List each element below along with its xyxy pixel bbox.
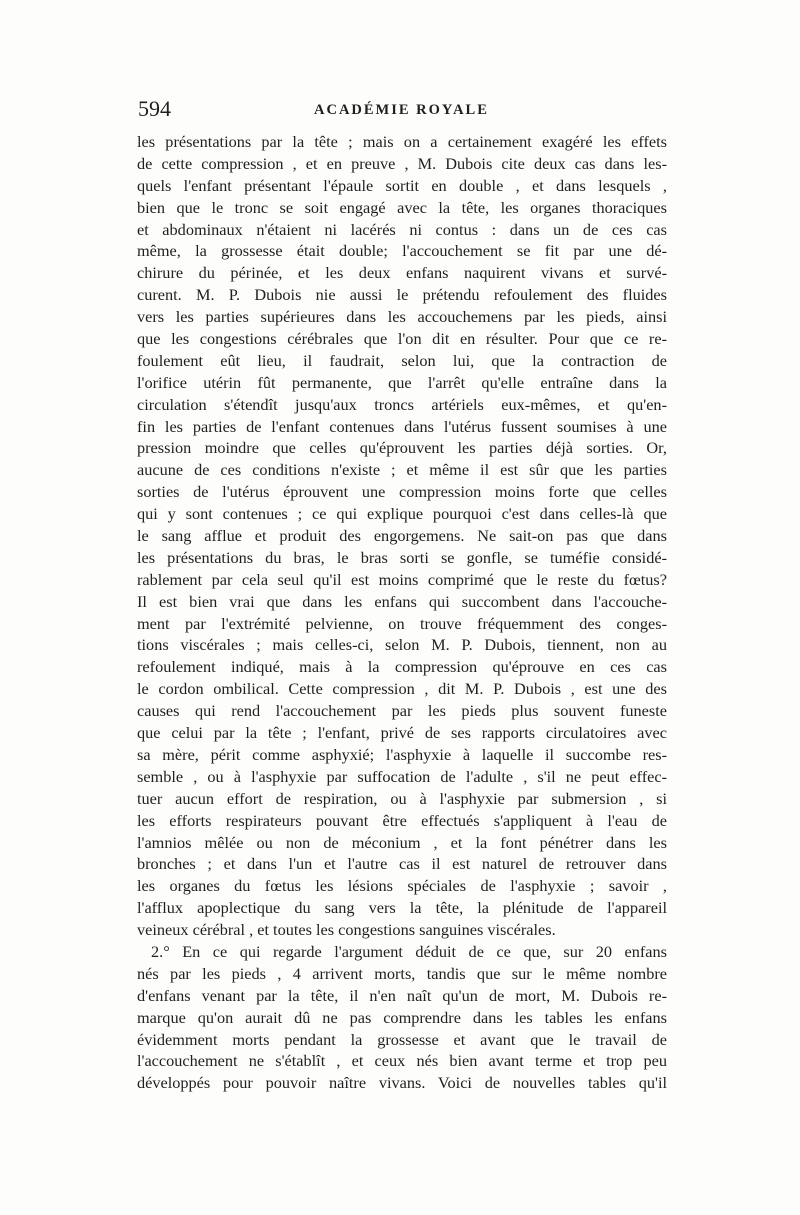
text-line: refoulement indiqué, mais à la compression qu'éprouve en ces cas — [137, 657, 667, 677]
text-line: sorties de l'utérus éprouvent une compression moins forte que celles — [137, 482, 667, 502]
text-line: même, la grossesse était double; l'accouchement se fit par une dé- — [137, 241, 667, 261]
text-line: pression moindre que celles qu'éprouvent les parties déjà sorties. Or, — [137, 438, 667, 458]
text-line: circulation s'étendît jusqu'aux troncs artériels eux-mêmes, et qu'en- — [137, 394, 667, 414]
text-line: curent. M. P. Dubois nie aussi le prétendu refoulement des fluides — [137, 285, 667, 305]
text-line: quels l'enfant présentant l'épaule sortit en double , et dans lesquels , — [137, 175, 667, 195]
text-line: développés pour pouvoir naître vivans. Voici de nouvelles tables qu'il — [137, 1073, 667, 1093]
page-number: 594 — [138, 96, 171, 121]
text-line: marque qu'on aurait dû ne pas comprendre dans les tables les enfans — [137, 1007, 667, 1027]
text-line: bien que le tronc se soit engagé avec la tête, les organes thoraciques — [137, 197, 667, 217]
text-line: Il est bien vrai que dans les enfans qui succombent dans l'accouche- — [137, 591, 667, 611]
text-line: tuer aucun effort de respiration, ou à l'asphyxie par submersion , si — [137, 788, 667, 808]
body-text — [137, 131, 667, 1094]
text-line: que celui par la tête ; l'enfant, privé de ses rapports circulatoires avec — [137, 723, 667, 743]
text-line: fin les parties de l'enfant contenues dans l'utérus fussent soumises à une — [137, 416, 667, 436]
page-header — [138, 96, 668, 126]
text-line: de cette compression , et en preuve , M. Dubois cite deux cas dans les- — [137, 153, 667, 173]
text-line: l'orifice utérin fût permanente, que l'arrêt qu'elle entraîne dans la — [137, 372, 667, 392]
text-line: bronches ; et dans l'un et l'autre cas il est naturel de retrouver dans — [137, 854, 667, 874]
text-line: les organes du fœtus les lésions spéciales de l'asphyxie ; savoir , — [137, 876, 667, 896]
text-line: que les congestions cérébrales que l'on dit en résulter. Pour que ce re- — [137, 329, 667, 349]
text-line: l'amnios mêlée ou non de méconium , et la font pénétrer dans les — [137, 832, 667, 852]
text-line: le sang afflue et produit des engorgemens. Ne sait-on pas que dans — [137, 526, 667, 546]
text-line: ment par l'extrémité pelvienne, on trouve fréquemment des conges- — [137, 613, 667, 633]
text-line: l'afflux apoplectique du sang vers la tête, la plénitude de l'appareil — [137, 898, 667, 918]
text-line: chirure du périnée, et les deux enfans naquirent vivans et survé- — [137, 263, 667, 283]
text-line: sa mère, périt comme asphyxié; l'asphyxie à laquelle il succombe res- — [137, 744, 667, 764]
text-line: semble , ou à l'asphyxie par suffocation de l'adulte , s'il ne peut effec- — [137, 766, 667, 786]
text-line: les présentations du bras, le bras sorti se gonfle, se tuméfie considé- — [137, 547, 667, 567]
running-title: ACADÉMIE ROYALE — [314, 102, 489, 118]
text-line: d'enfans venant par la tête, il n'en naît qu'un de mort, M. Dubois re- — [137, 985, 667, 1005]
text-line: l'accouchement ne s'établît , et ceux nés bien avant terme et trop peu — [137, 1051, 667, 1071]
text-line: causes qui rend l'accouchement par les pieds plus souvent funeste — [137, 701, 667, 721]
text-line: qui y sont contenues ; ce qui explique pourquoi c'est dans celles-là que — [137, 504, 667, 524]
text-line: vers les parties supérieures dans les accouchemens par les pieds, ainsi — [137, 307, 667, 327]
text-line: tions viscérales ; mais celles-ci, selon M. P. Dubois, tiennent, non au — [137, 635, 667, 655]
text-line: nés par les pieds , 4 arrivent morts, tandis que sur le même nombre — [137, 963, 667, 983]
text-line: foulement eût lieu, il faudrait, selon lui, que la contraction de — [137, 350, 667, 370]
text-line: évidemment morts pendant la grossesse et avant que le travail de — [137, 1029, 667, 1049]
text-line: et abdominaux n'étaient ni lacérés ni contus : dans un de ces cas — [137, 219, 667, 239]
text-line: les efforts respirateurs pouvant être effectués s'appliquent à l'eau de — [137, 810, 667, 830]
text-line: rablement par cela seul qu'il est moins comprimé que le reste du fœtus? — [137, 569, 667, 589]
text-line: aucune de ces conditions n'existe ; et même il est sûr que les parties — [137, 460, 667, 480]
text-line: 2.° En ce qui regarde l'argument déduit de ce que, sur 20 enfans — [151, 941, 667, 961]
text-line: le cordon ombilical. Cette compression , dit M. P. Dubois , est une des — [137, 679, 667, 699]
text-line: les présentations par la tête ; mais on a certainement exagéré les effets — [137, 132, 667, 151]
text-line: veineux cérébral , et toutes les congestions sanguines viscérales. — [137, 920, 556, 940]
